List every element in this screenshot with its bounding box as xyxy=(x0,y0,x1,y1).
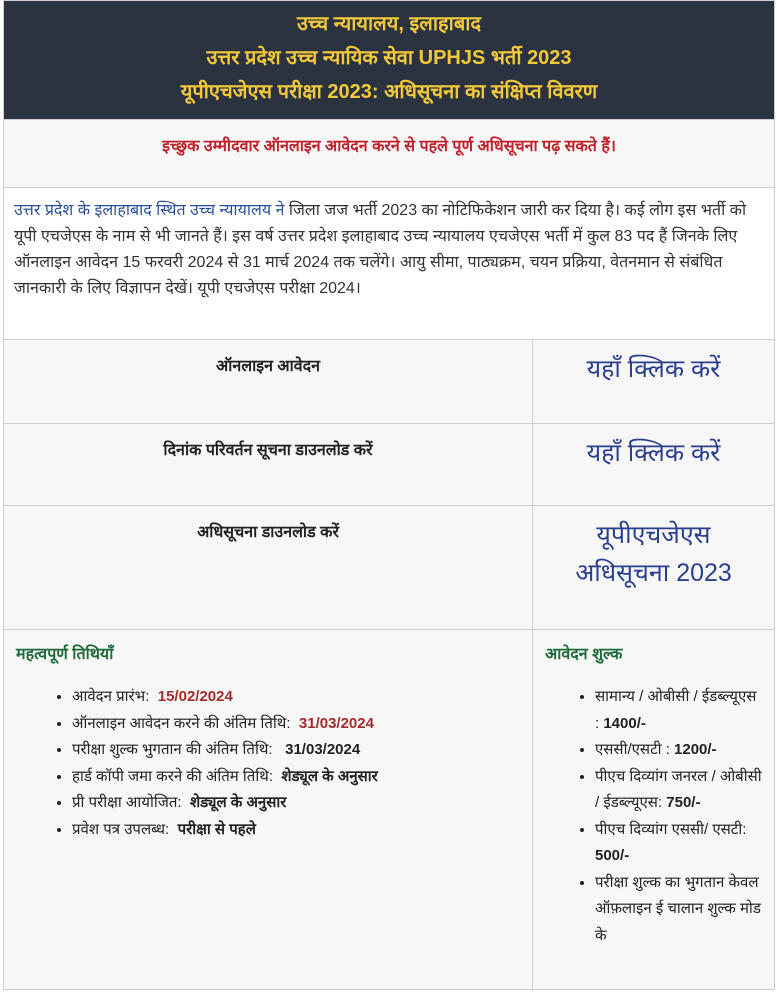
fee-item-ph-sc-st: • पीएच दिव्यांग एससी/ एसटी: 500/- xyxy=(595,817,762,870)
online-apply-link-text[interactable]: यहाँ क्लिक करें xyxy=(586,355,721,383)
application-fee-title: आवेदन शुल्क xyxy=(545,646,623,663)
notice-text: इच्छुक उम्मीदवार ऑनलाइन आवेदन करने से पहले पूर्ण अधिसूचना पढ़ सकते हैं। xyxy=(4,120,775,188)
notification-link-line-1[interactable]: यूपीएचजेएस xyxy=(596,521,711,549)
notification-download-link[interactable] xyxy=(533,506,775,630)
online-apply-label: ऑनलाइन आवेदन xyxy=(4,340,533,424)
header-line-3: यूपीएचजेएस परीक्षा 2023: अधिसूचना का संक्षिप्त विवरण xyxy=(180,81,598,103)
date-item-fee-last-date: • परीक्षा शुल्क भुगतान की अंतिम तिथि: 31/03/2024 xyxy=(72,737,520,764)
intro-paragraph xyxy=(4,188,775,340)
fee-item-ph-general: • पीएच दिव्यांग जनरल / ओबीसी / ईडब्ल्यूएस: 750/- xyxy=(595,764,762,817)
date-item-hard-copy: • हार्ड कॉपी जमा करने की अंतिम तिथि: शेड्यूल के अनुसार xyxy=(72,764,520,791)
date-item-pre-exam: • प्री परीक्षा आयोजित: शेड्यूल के अनुसार xyxy=(72,790,520,817)
fee-item-sc-st: • एससी/एसटी : 1200/- xyxy=(595,737,762,764)
date-item-application-start: • आवेदन प्रारंभ: 15/02/2024 xyxy=(72,684,520,711)
application-fee-section xyxy=(533,630,775,990)
date-item-online-last-date: • ऑनलाइन आवेदन करने की अंतिम तिथि: 31/03/2024 xyxy=(72,711,520,738)
online-apply-link[interactable] xyxy=(533,340,775,424)
header-line-1: उच्च न्यायालय, इलाहाबाद xyxy=(296,13,482,35)
high-court-link[interactable]: उत्तर प्रदेश के इलाहाबाद स्थित उच्च न्यायालय ने xyxy=(14,202,285,219)
page-header xyxy=(4,1,775,120)
important-dates-title: महत्वपूर्ण तिथियाँ xyxy=(16,646,114,663)
intro-text: जिला जज भर्ती 2023 का नोटिफिकेशन जारी कर दिया है। कई लोग इस भर्ती को यूपी एचजेएस के नाम से भी जानते हैं। इस वर्ष उत्तर प्रदेश इलाहाबाद उच्च न्यायालय एचजेएस भर्ती में कुल 83 पद हैं जिनके लिए ऑनलाइन आवेदन 15 फरवरी 2024 से 31 मार्च 2024 तक चलेंगे। आयु सीमा, पाठ्यक्रम, चयन प्रक्रिया, वेतनमान से संबंधित जानकारी के लिए विज्ञापन देखें। यूपी एचजेएस परीक्षा 2024। xyxy=(14,202,747,297)
important-dates-list xyxy=(16,684,520,843)
date-change-notice-link-text[interactable]: यहाँ क्लिक करें xyxy=(586,439,721,467)
date-change-notice-link[interactable] xyxy=(533,424,775,506)
uphjs-info-table xyxy=(3,0,775,990)
fee-item-general: • सामान्य / ओबीसी / ईडब्ल्यूएस : 1400/- xyxy=(595,684,762,737)
important-dates-section xyxy=(4,630,533,990)
date-change-notice-label: दिनांक परिवर्तन सूचना डाउनलोड करें xyxy=(4,424,533,506)
date-item-admit-card: • प्रवेश पत्र उपलब्ध: परीक्षा से पहले xyxy=(72,817,520,844)
application-fee-list xyxy=(545,684,762,949)
fee-item-payment-mode: • परीक्षा शुल्क का भुगतान केवल ऑफ़लाइन ई चालान शुल्क मोड के xyxy=(595,870,762,950)
notification-download-label: अधिसूचना डाउनलोड करें xyxy=(4,506,533,630)
notification-link-line-2[interactable]: अधिसूचना 2023 xyxy=(575,559,732,587)
header-line-2: उत्तर प्रदेश उच्च न्यायिक सेवा UPHJS भर्ती 2023 xyxy=(206,47,572,69)
